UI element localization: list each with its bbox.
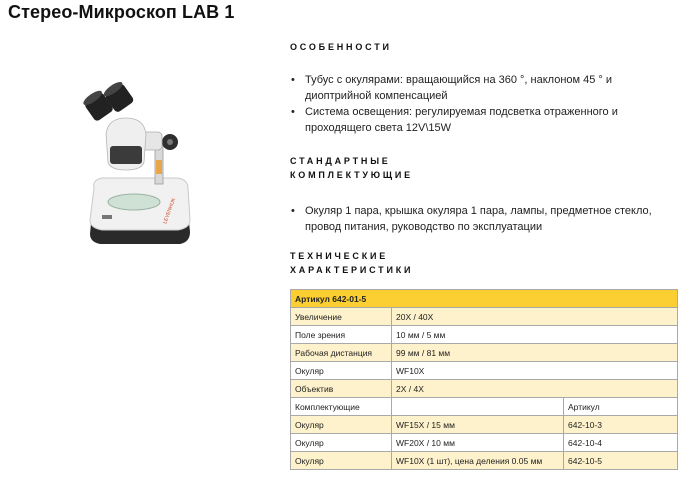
accessories-article-label: Артикул — [564, 398, 678, 416]
table-row — [291, 452, 678, 470]
table-row — [291, 362, 678, 380]
spec-label: Поле зрения — [291, 326, 392, 344]
table-row — [291, 326, 678, 344]
microscope-image — [72, 72, 202, 252]
spec-label: Рабочая дистанция — [291, 344, 392, 362]
spec-value: 2X / 4X — [392, 380, 678, 398]
page-title: Стерео-Микроскоп LAB 1 — [8, 2, 235, 22]
accessory-article: 642-10-4 — [564, 434, 678, 452]
spec-value: WF10X — [392, 362, 678, 380]
list-item: • Система освещения: регулируемая подсветка отраженного и проходящего света 12V\15W — [291, 104, 676, 136]
spec-label: Окуляр — [291, 362, 392, 380]
package-heading: СТАНДАРТНЫЕ КОМПЛЕКТУЮЩИЕ — [290, 156, 413, 180]
table-row — [291, 380, 678, 398]
accessory-label: Окуляр — [291, 416, 392, 434]
package-list — [291, 203, 666, 235]
list-item: • Тубус с окулярами: вращающийся на 360 °, наклоном 45 ° и диоптрийной компенсацией — [291, 72, 676, 104]
spec-value: 20X / 40X — [392, 308, 678, 326]
accessories-label: Комплектующие — [291, 398, 392, 416]
features-list — [291, 72, 676, 136]
accessory-article: 642-10-3 — [564, 416, 678, 434]
list-item: • Окуляр 1 пара, крышка окуляра 1 пара, лампы, предметное стекло, провод питания, руководство по эксплуатации — [291, 203, 666, 235]
accessory-label: Окуляр — [291, 452, 392, 470]
spec-value: 10 мм / 5 мм — [392, 326, 678, 344]
accessories-header-row — [291, 398, 678, 416]
accessory-value: WF20X / 10 мм — [392, 434, 564, 452]
accessory-value: WF10X (1 шт), цена деления 0.05 мм — [392, 452, 564, 470]
table-header-row — [291, 290, 678, 308]
article-header: Артикул 642-01-5 — [291, 290, 678, 308]
brand-label: LEVENHUK — [162, 197, 178, 225]
spec-label: Увеличение — [291, 308, 392, 326]
table-row — [291, 308, 678, 326]
table-row — [291, 434, 678, 452]
accessory-value: WF15X / 15 мм — [392, 416, 564, 434]
spec-label: Объектив — [291, 380, 392, 398]
spec-value: 99 мм / 81 мм — [392, 344, 678, 362]
table-row — [291, 416, 678, 434]
specs-heading: ТЕХНИЧЕСКИЕ ХАРАКТЕРИСТИКИ — [290, 251, 414, 275]
accessory-article: 642-10-5 — [564, 452, 678, 470]
specs-table — [290, 289, 678, 470]
accessories-empty — [392, 398, 564, 416]
features-heading: ОСОБЕННОСТИ — [290, 42, 392, 52]
accessory-label: Окуляр — [291, 434, 392, 452]
table-row — [291, 344, 678, 362]
